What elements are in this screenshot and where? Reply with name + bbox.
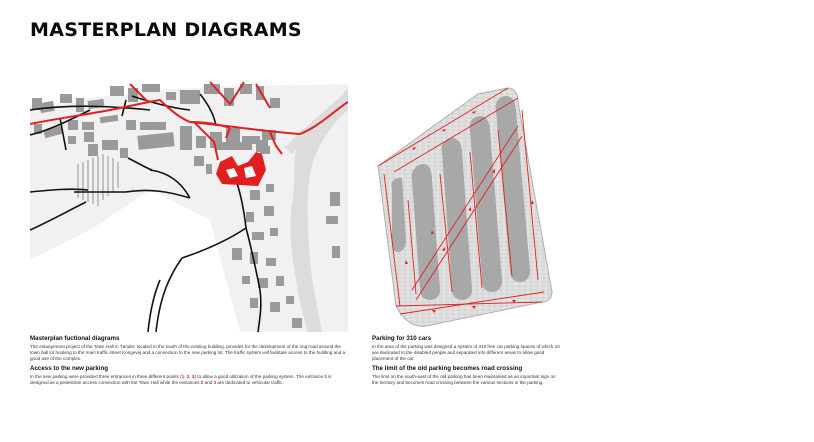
page-title: MASTERPLAN DIAGRAMS xyxy=(30,19,302,41)
entrance-marker: 1 xyxy=(132,187,135,192)
right-text-column xyxy=(372,335,562,389)
limit-body: The limit on the south-east of the old parking has been maintained as an important sign on the territory and becomes road crossing between the various sections in the parking. xyxy=(372,374,556,385)
access-body: In the new parking were provided three entrances in three different points (1, 2, 3) to allow a good utilization of the parking system. The entrance 1 is designed as a pedestrian access connection with the Town Hall while the entrances 2 and 3 are dedicated to vehicular traffic. xyxy=(30,374,332,385)
masterplan-map xyxy=(30,80,348,332)
parking-plan xyxy=(372,80,562,330)
functional-heading: Masterplan fuctional diagrams xyxy=(30,335,120,342)
parking-body: In the area of the parking was designed a system of 310 free car parking spaces of which 10 are dedicated to the disabled people and separated into different areas to allow good placement of the car. xyxy=(372,344,560,361)
functional-body: The enlargement project of the Town Hall in Tønder, located to the south of the existing building, provides for the development of the ring road around the town hall lot hooking to the main traffic street Kongevej and a connection to the new parking lot. The traffic system will facilitate access to the building and a good use of the complex. xyxy=(30,344,346,361)
parking-heading: Parking for 310 cars xyxy=(372,335,432,342)
access-heading: Access to the new parking xyxy=(30,365,109,372)
left-text-column xyxy=(30,335,348,389)
limit-heading: The limit of the old parking becomes road crossing xyxy=(372,365,523,372)
